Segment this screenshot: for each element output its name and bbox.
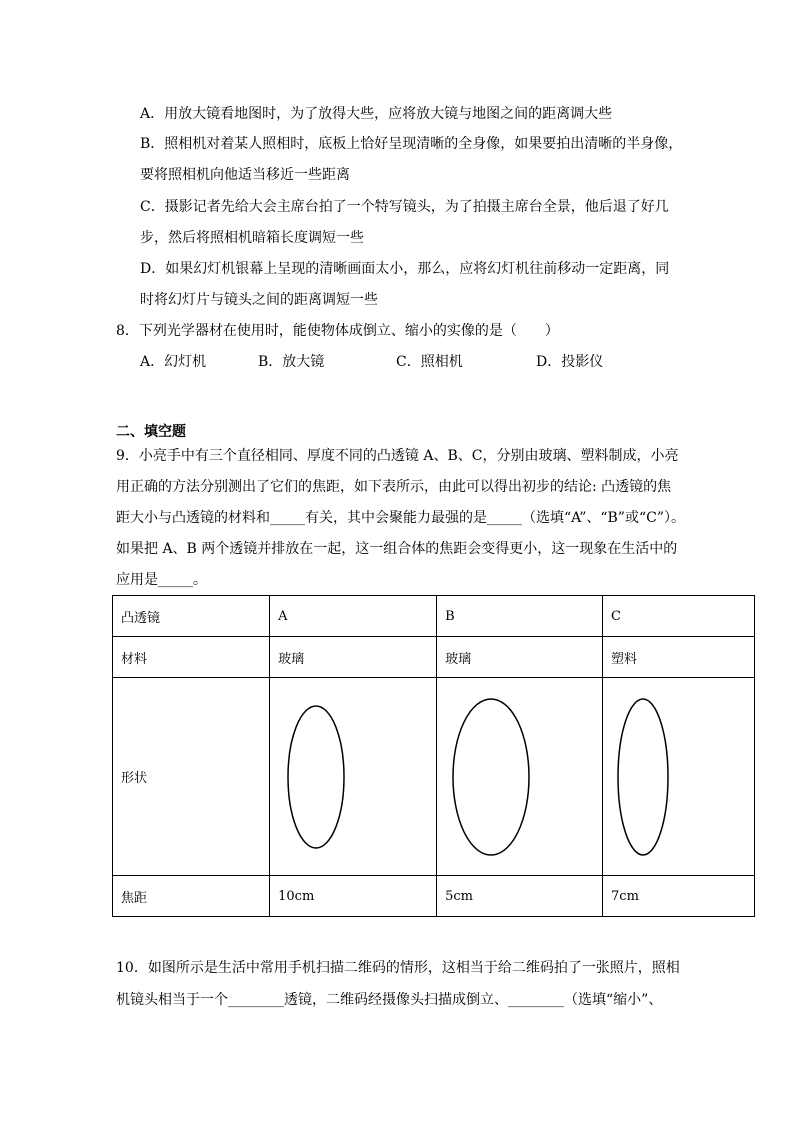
q9-line4: 如果把 A、B 两个透镜并排放在一起，这一组合体的焦距会变得更小，这一现象在生活中的	[116, 541, 678, 557]
lens-c-ellipse	[618, 699, 668, 855]
lens-b-shape	[437, 678, 594, 875]
q7-option-a: A．用放大镜看地图时，为了放得大些，应将放大镜与地图之间的距离调大些	[140, 106, 613, 122]
focal-label: 焦距	[113, 876, 270, 917]
lens-c-shape	[603, 678, 746, 875]
q7-option-d-line2: 时将幻灯片与镜头之间的距离调短一些	[140, 292, 378, 308]
section-title: 二、填空题	[116, 424, 186, 440]
table-row-header	[113, 596, 755, 637]
q9-line5: 应用是_____。	[116, 572, 207, 588]
q7-option-c-line1: C．摄影记者先给大会主席台拍了一个特写镜头，为了拍摄主席台全景，他后退了好几	[140, 199, 669, 215]
material-b: 玻璃	[437, 637, 603, 678]
shape-cell-a	[270, 678, 437, 876]
q9-line2: 用正确的方法分别测出了它们的焦距，如下表所示，由此可以得出初步的结论: 凸透镜的焦	[116, 479, 672, 495]
lens-a-shape	[270, 678, 428, 875]
lens-b-ellipse	[453, 699, 529, 855]
q8-stem: 8．下列光学器材在使用时，能使物体成倒立、缩小的实像的是（ ）	[116, 323, 559, 339]
material-c: 塑料	[603, 637, 755, 678]
q8-option-d: D．投影仪	[536, 354, 604, 370]
header-lens-b: B	[437, 596, 603, 637]
q8-option-a: A．幻灯机	[140, 354, 207, 370]
shape-cell-b	[437, 678, 603, 876]
table-row-focal	[113, 876, 755, 917]
lens-table	[112, 595, 755, 917]
q9-line1: 9．小亮手中有三个直径相同、厚度不同的凸透镜 A、B、C，分别由玻璃、塑料制成，小亮	[116, 448, 679, 464]
q7-option-d-line1: D．如果幻灯机银幕上呈现的清晰画面太小，那么，应将幻灯机往前移动一定距离，同	[140, 261, 670, 277]
focal-b: 5cm	[437, 876, 603, 917]
header-lens-a: A	[270, 596, 437, 637]
header-lens-c: C	[603, 596, 755, 637]
table-row-shape	[113, 678, 755, 876]
focal-c: 7cm	[603, 876, 755, 917]
q7-option-b-line1: B．照相机对着某人照相时，底板上恰好呈现清晰的全身像，如果要拍出清晰的半身像，	[140, 136, 683, 152]
table-row-material	[113, 637, 755, 678]
q7-option-c-line2: 步，然后将照相机暗箱长度调短一些	[140, 230, 364, 246]
material-label: 材料	[113, 637, 270, 678]
q7-option-b-line2: 要将照相机向他适当移近一些距离	[140, 167, 350, 183]
focal-a: 10cm	[270, 876, 437, 917]
material-a: 玻璃	[270, 637, 437, 678]
shape-cell-c	[603, 678, 755, 876]
q8-option-b: B．放大镜	[258, 354, 325, 370]
header-lens-label: 凸透镜	[113, 596, 270, 637]
lens-a-ellipse	[288, 706, 344, 848]
shape-label: 形状	[113, 678, 270, 876]
q8-option-c: C．照相机	[396, 354, 463, 370]
q9-line3: 距大小与凸透镜的材料和_____有关，其中会聚能力最强的是_____（选填“A”、“B”或“C”）。	[116, 510, 685, 526]
q10-line2: 机镜头相当于一个________透镜，二维码经摄像头扫描成倒立、________（选填“缩小”、	[116, 992, 663, 1008]
q10-line1: 10．如图所示是生活中常用手机扫描二维码的情形，这相当于给二维码拍了一张照片，照相	[116, 960, 680, 976]
